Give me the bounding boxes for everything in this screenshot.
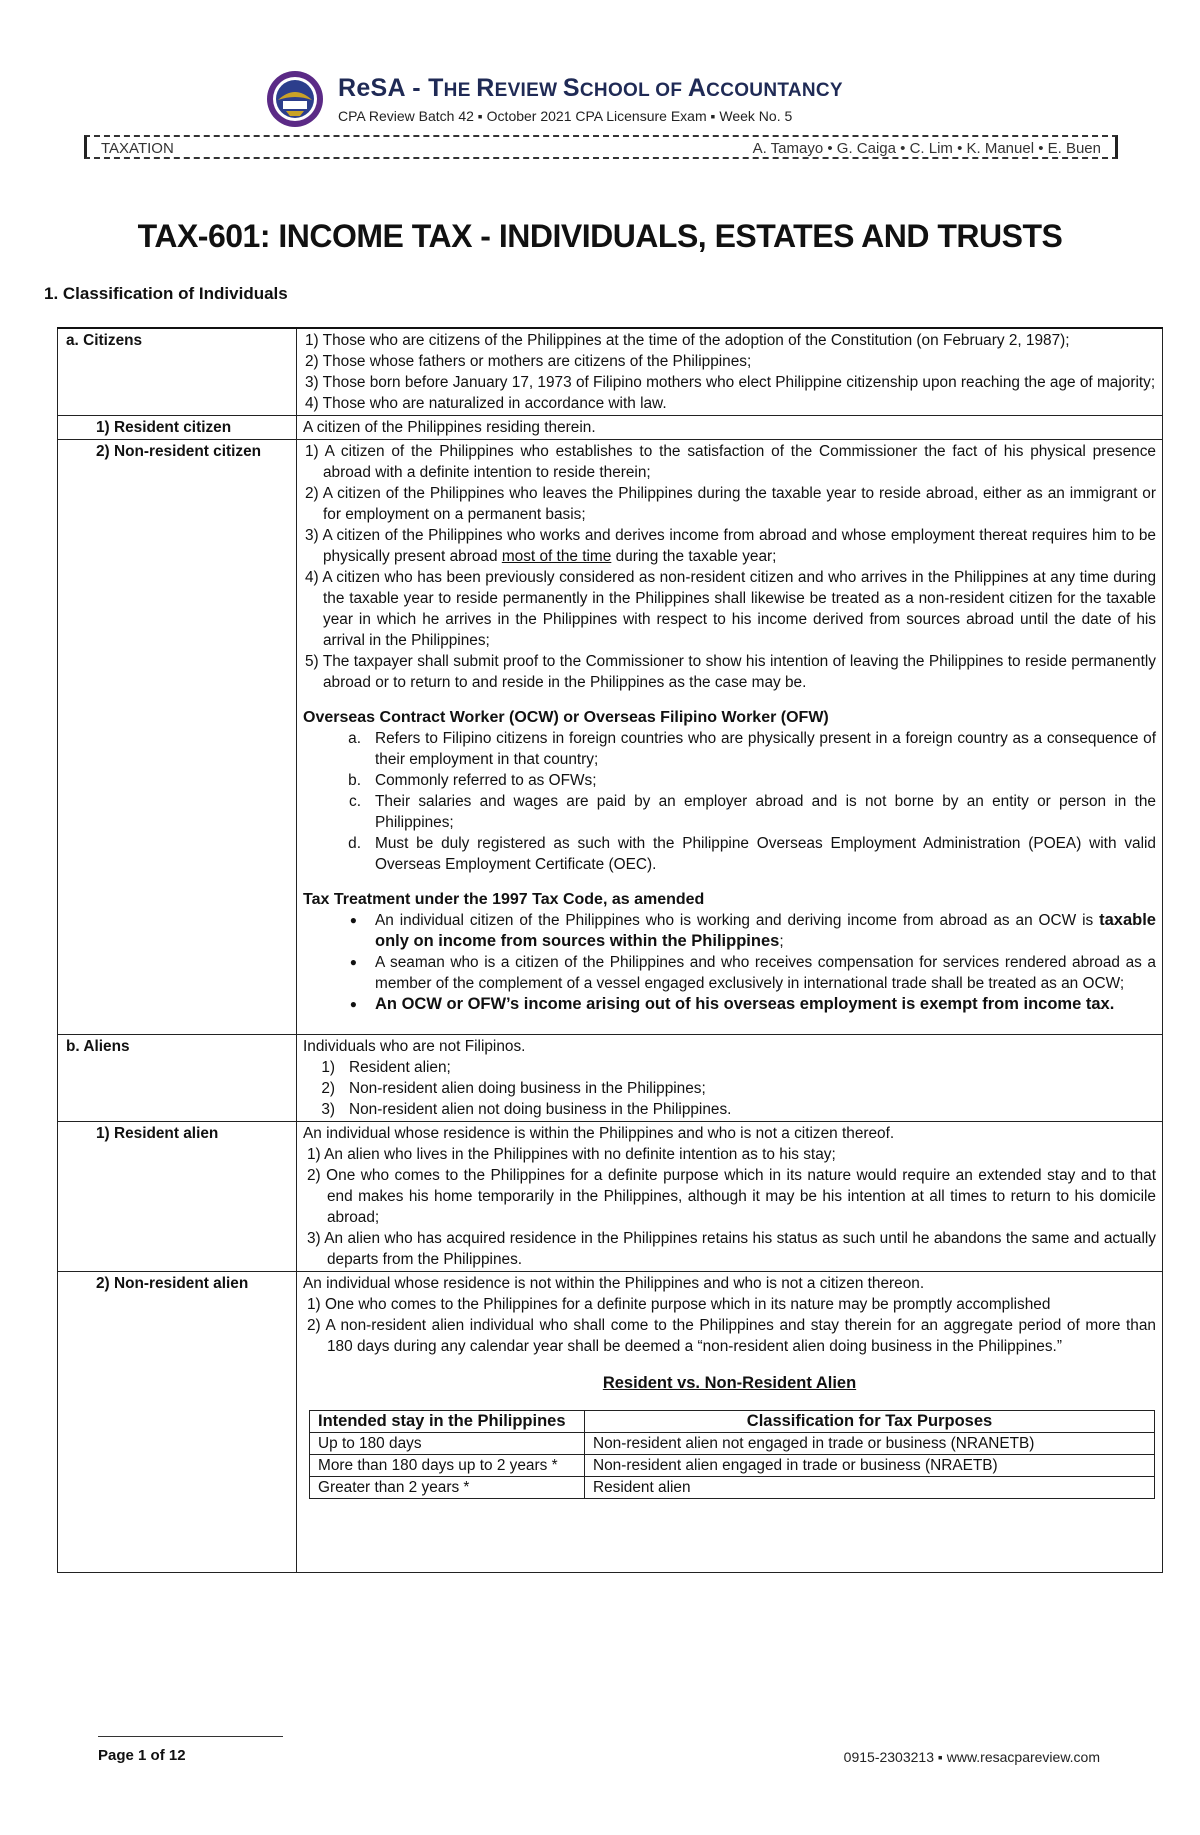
batch-subtitle: CPA Review Batch 42 ▪ October 2021 CPA Licensure Exam ▪ Week No. 5 [338,108,793,124]
table-cell: More than 180 days up to 2 years * [310,1455,585,1477]
bullet-icon: ● [349,913,357,927]
document-title: TAX-601: INCOME TAX - INDIVIDUALS, ESTATES AND TRUSTS [137,218,1063,254]
list-text: Refers to Filipino citizens in foreign countries who are physically present in a foreign country as a consequence of their employment in that country; [375,730,1156,768]
row-intro: An individual whose residence is within the Philippines and who is not a citizen thereof. [303,1125,895,1142]
table-row [310,1477,1155,1499]
bullet-icon: ● [349,955,357,969]
list-item: 2) One who comes to the Philippines for a definite purpose which in its nature would require an extended stay and to that end makes his home temporarily in the Philippines, although it may be his intention at all times to return to his domicile abroad; [307,1167,1156,1226]
tax-treatment-heading: Tax Treatment under the 1997 Tax Code, as amended [303,891,705,908]
school-name-part: R [476,74,495,102]
table-row [310,1455,1155,1477]
list-text: Their salaries and wages are paid by an employer abroad and is not borne by an entity or person in the Philippines; [375,793,1156,831]
list-item [303,728,1156,770]
row-label: 1) Resident alien [58,1122,297,1272]
bullet-icon: ● [349,997,357,1011]
text-run: during the taxable year; [611,548,777,565]
row-content [297,1035,1163,1122]
list-item [303,910,1156,952]
page-number: Page 1 of 12 [98,1747,186,1764]
table-cell: Non-resident alien engaged in trade or business (NRAETB) [585,1455,1155,1477]
list-item [303,952,1156,994]
row-content: A citizen of the Philippines residing therein. [297,416,1163,440]
school-name-part: ReSA [338,74,405,102]
list-item [303,770,1156,791]
table-cell: Greater than 2 years * [310,1477,585,1499]
list-item: 2) A non-resident alien individual who shall come to the Philippines and stay therein for an aggregate period of more than 180 days during any calendar year shall be deemed a “non-resident alien doing business in the Philippines.” [307,1317,1156,1355]
row-content [297,440,1163,1035]
row-content [297,1122,1163,1272]
list-text: A seaman who is a citizen of the Philippines and who receives compensation for services rendered abroad as a member of the complement of a vessel engaged exclusively in international trade shall be treated as an OCW; [375,954,1156,992]
table-row [310,1433,1155,1455]
list-text [375,910,1156,952]
list-text: An OCW or OFW’s income arising out of his overseas employment is exempt from income tax. [375,995,1115,1013]
list-item: 1) A citizen of the Philippines who establishes to the satisfaction of the Commissioner the fact of his physical presence abroad with a definite intention to reside therein; [305,443,1156,481]
list-item [303,791,1156,833]
row-content [297,1272,1163,1573]
section-heading: 1. Classification of Individuals [44,284,288,303]
ocw-heading: Overseas Contract Worker (OCW) or Overseas Filipino Worker (OFW) [303,709,829,726]
comparison-table [309,1410,1155,1499]
school-name-part: HE [443,80,477,101]
underlined-text: most of the time [501,548,612,565]
row-label: b. Aliens [58,1035,297,1122]
footer-contact: 0915-2303213 ▪ www.resacpareview.com [843,1749,1100,1765]
list-marker: d. [348,835,361,852]
list-item [303,1078,1156,1099]
list-item: 4) A citizen who has been previously considered as non-resident citizen and who arrives in the Philippines at any time during the taxable year to reside permanently in the Philippines shall likewise be treated as a non-resident citizen for the taxable year in which he arrives in the Philippines with respect to his income derived from sources abroad until the date of his arrival in the Philippines; [305,569,1156,649]
list-text: Non-resident alien not doing business in the Philippines. [349,1101,732,1118]
list-text: Non-resident alien doing business in the Philippines; [349,1080,706,1097]
list-marker: a. [348,730,361,747]
column-header: Intended stay in the Philippines [310,1411,585,1433]
column-header: Classification for Tax Purposes [585,1411,1155,1433]
classification-table [57,327,1163,1573]
row-label: 2) Non-resident citizen [58,440,297,1035]
text-run: An individual citizen of the Philippines who is working and deriving income from abroad as an OCW is [375,912,1100,929]
subject-label: TAXATION [101,140,174,157]
subject-bar [84,135,1118,159]
list-item: 1) An alien who lives in the Philippines with no definite intention as to his stay; [307,1146,836,1163]
row-label: 2) Non-resident alien [58,1272,297,1573]
row-intro: An individual whose residence is not within the Philippines and who is not a citizen thereon. [303,1275,925,1292]
list-item [303,1057,1156,1078]
comparison-title: Resident vs. Non-Resident Alien [602,1374,857,1392]
row-intro: Individuals who are not Filipinos. [303,1038,526,1055]
school-name-part: A [687,74,707,102]
school-name [338,74,843,103]
list-item: 2) Those whose fathers or mothers are citizens of the Philippines; [305,353,752,370]
list-item: 2) A citizen of the Philippines who leaves the Philippines during the taxable year to reside abroad, either as an immigrant or for employment on a permanent basis; [305,485,1156,523]
school-name-part: S [562,74,580,102]
row-label: 1) Resident citizen [58,416,297,440]
resa-seal-logo [266,70,324,128]
list-item: 3) An alien who has acquired residence in the Philippines retains his status as such until he abandons the same and actually departs from the Philippines. [307,1230,1156,1268]
list-marker: 2) [321,1080,335,1097]
table-header-row [310,1411,1155,1433]
text-run: 3) A citizen of the Philippines who works and derives income from abroad and whose employment thereat requires him to be physically present abroad [305,527,1156,565]
list-marker: b. [348,772,361,789]
list-text: Must be duly registered as such with the Philippine Overseas Employment Administration (POEA) with valid Overseas Employment Certificate (OEC). [375,835,1156,873]
list-item: 1) One who comes to the Philippines for a definite purpose which in its nature may be promptly accomplished [307,1296,1051,1313]
list-item: 5) The taxpayer shall submit proof to the Commissioner to show his intention of leaving the Philippines to reside permanently abroad or to return to and reside in the Philippines as the case may be. [305,653,1156,691]
school-name-part: CCOUNTANCY [706,80,843,101]
school-name-part: - T [404,74,444,102]
list-item [303,525,1156,567]
bold-text: taxable only on income from sources within the Philippines [375,911,1156,950]
list-item: 4) Those who are naturalized in accordance with law. [305,395,667,412]
table-row [58,416,1163,440]
list-text: Commonly referred to as OFWs; [375,772,597,789]
table-row [58,1272,1163,1573]
list-text: Resident alien; [349,1059,451,1076]
authors-label: A. Tamayo • G. Caiga • C. Lim • K. Manuel • E. Buen [752,140,1101,157]
table-row [58,1122,1163,1272]
list-marker: 3) [321,1101,335,1118]
table-cell: Non-resident alien not engaged in trade or business (NRANETB) [585,1433,1155,1455]
row-label: a. Citizens [58,328,297,416]
table-row [58,1035,1163,1122]
school-name-part: EVIEW [494,80,563,101]
text-run: ; [779,933,784,950]
list-item: 1) Those who are citizens of the Philippines at the time of the adoption of the Constitution (on February 2, 1987); [305,332,1070,349]
list-item: 3) Those born before January 17, 1973 of Filipino mothers who elect Philippine citizenship upon reaching the age of majority; [305,374,1156,391]
table-cell: Up to 180 days [310,1433,585,1455]
school-name-part: CHOOL OF [579,80,688,101]
list-item [303,833,1156,875]
footer-divider [98,1736,283,1737]
list-item [303,1099,1156,1120]
table-row [58,440,1163,1035]
table-row [58,328,1163,416]
table-cell: Resident alien [585,1477,1155,1499]
list-item [303,994,1156,1033]
list-marker: 1) [321,1059,335,1076]
list-marker: c. [349,793,361,810]
row-content [297,328,1163,416]
